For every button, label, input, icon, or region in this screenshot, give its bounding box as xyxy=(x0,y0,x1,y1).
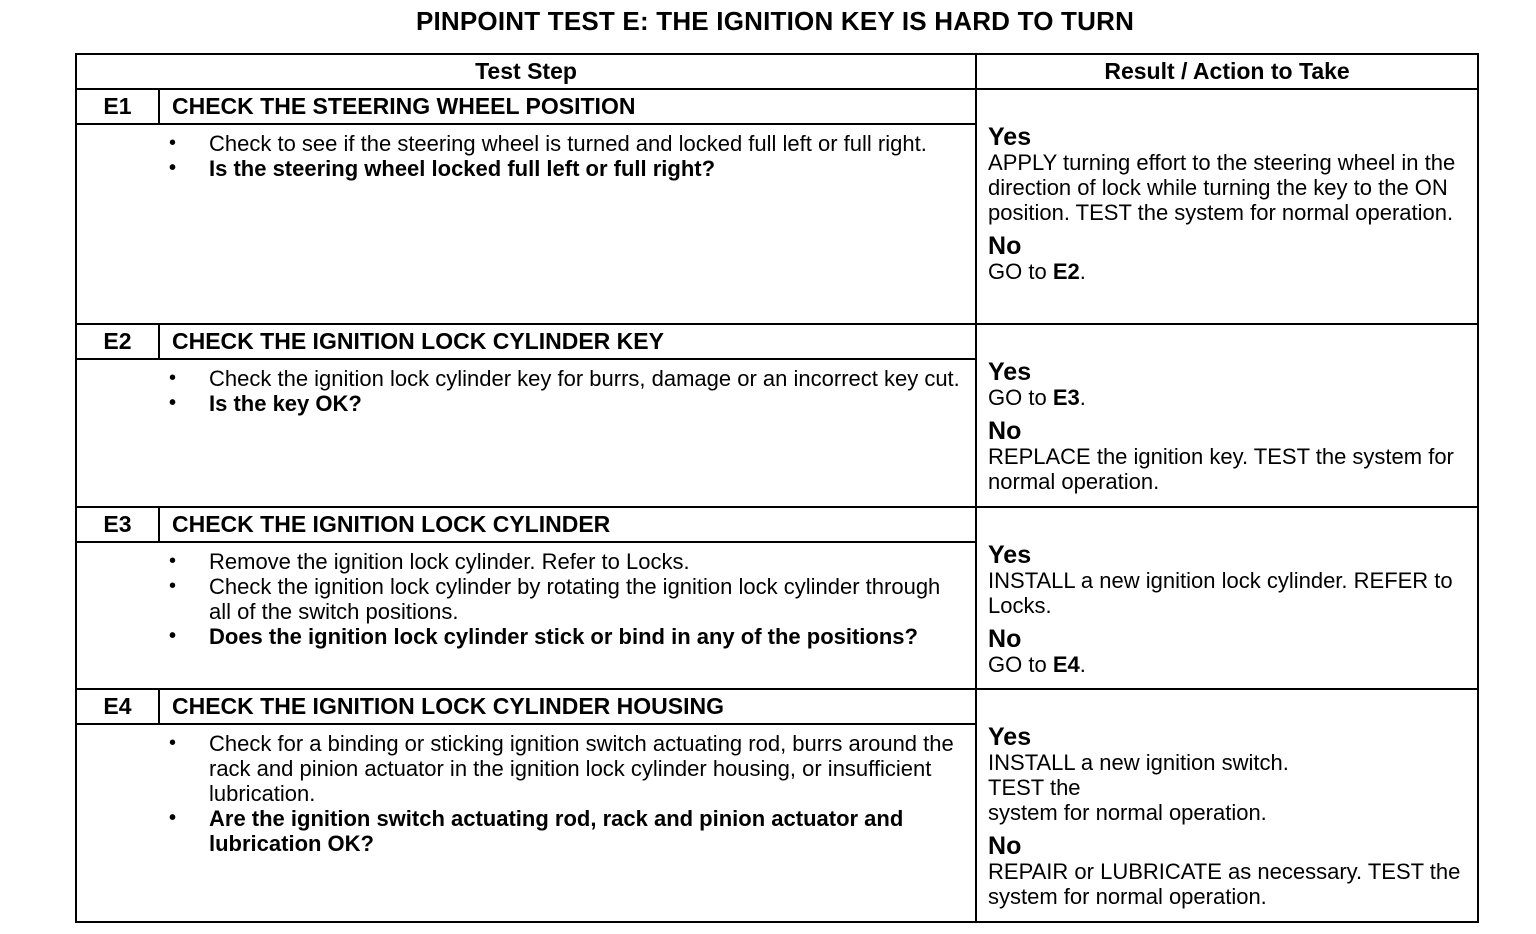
result-cell xyxy=(976,689,1478,922)
step-reference: E4 xyxy=(1052,651,1080,677)
question-item: • Does the ignition lock cylinder stick or bind in any of the positions? xyxy=(159,624,965,649)
instruction-item: • Check the ignition lock cylinder by rotating the ignition lock cylinder through all of the switch positions. xyxy=(159,574,965,624)
yes-label: Yes xyxy=(988,540,1032,569)
step-id: E3 xyxy=(76,507,159,542)
step-heading-row xyxy=(76,689,1478,724)
test-step-header: Test Step xyxy=(76,54,976,89)
step-instructions xyxy=(159,724,976,922)
instruction-item: • Check for a binding or sticking ignition switch actuating rod, burrs around the rack and pinion actuator in the ignition lock cylinder housing, or insufficient lubrication. xyxy=(159,731,965,806)
yes-label: Yes xyxy=(988,357,1032,386)
yes-action-line: INSTALL a new ignition switch. xyxy=(988,750,1289,776)
no-action: REPLACE the ignition key. TEST the system for normal operation. xyxy=(988,443,1454,494)
no-label: No xyxy=(988,624,1022,653)
step-id: E4 xyxy=(76,689,159,724)
question-item: • Are the ignition switch actuating rod, rack and pinion actuator and lubrication OK? xyxy=(159,806,965,856)
no-label: No xyxy=(988,416,1022,445)
instruction-item: • Check the ignition lock cylinder key for burrs, damage or an incorrect key cut. xyxy=(159,366,965,391)
step-reference: E3 xyxy=(1052,384,1080,410)
instruction-item: • Remove the ignition lock cylinder. Refer to Locks. xyxy=(159,549,965,574)
step-instructions xyxy=(159,124,976,324)
question-item: • Is the key OK? xyxy=(159,391,965,416)
result-cell xyxy=(976,507,1478,690)
table-header-row xyxy=(76,54,1478,89)
step-instructions xyxy=(159,542,976,690)
pinpoint-test-table xyxy=(75,53,1479,923)
step-heading: CHECK THE IGNITION LOCK CYLINDER HOUSING xyxy=(159,689,976,724)
yes-label: Yes xyxy=(988,123,1032,152)
step-heading: CHECK THE IGNITION LOCK CYLINDER xyxy=(159,507,976,542)
no-label: No xyxy=(988,832,1022,861)
instruction-item: • Check to see if the steering wheel is turned and locked full left or full right. xyxy=(159,131,965,156)
yes-action-line: system for normal operation. xyxy=(988,800,1267,826)
result-cell xyxy=(976,89,1478,324)
no-action: GO to E2. xyxy=(988,259,1086,285)
yes-action-line: TEST the xyxy=(988,775,1081,801)
step-heading-row xyxy=(76,507,1478,542)
question-item: • Is the steering wheel locked full left or full right? xyxy=(159,156,965,181)
step-heading-row xyxy=(76,324,1478,359)
step-reference: E2 xyxy=(1052,259,1080,285)
yes-action: INSTALL a new ignition lock cylinder. REFER to Locks. xyxy=(988,567,1453,618)
yes-action: APPLY turning effort to the steering wheel in the direction of lock while turning the key to the ON position. TEST the system for normal operation. xyxy=(988,150,1456,226)
step-instructions xyxy=(159,359,976,507)
no-action: REPAIR or LUBRICATE as necessary. TEST the system for normal operation. xyxy=(988,859,1461,910)
step-id: E1 xyxy=(76,89,159,124)
page-title: PINPOINT TEST E: THE IGNITION KEY IS HARD TO TURN xyxy=(415,6,1135,36)
step-heading: CHECK THE STEERING WHEEL POSITION xyxy=(159,89,976,124)
yes-label: Yes xyxy=(988,723,1032,752)
result-header: Result / Action to Take xyxy=(976,54,1478,89)
no-label: No xyxy=(988,232,1022,261)
step-id: E2 xyxy=(76,324,159,359)
step-heading: CHECK THE IGNITION LOCK CYLINDER KEY xyxy=(159,324,976,359)
yes-action: GO to E3. xyxy=(988,384,1086,410)
no-action: GO to E4. xyxy=(988,651,1086,677)
step-heading-row xyxy=(76,89,1478,124)
result-cell xyxy=(976,324,1478,507)
